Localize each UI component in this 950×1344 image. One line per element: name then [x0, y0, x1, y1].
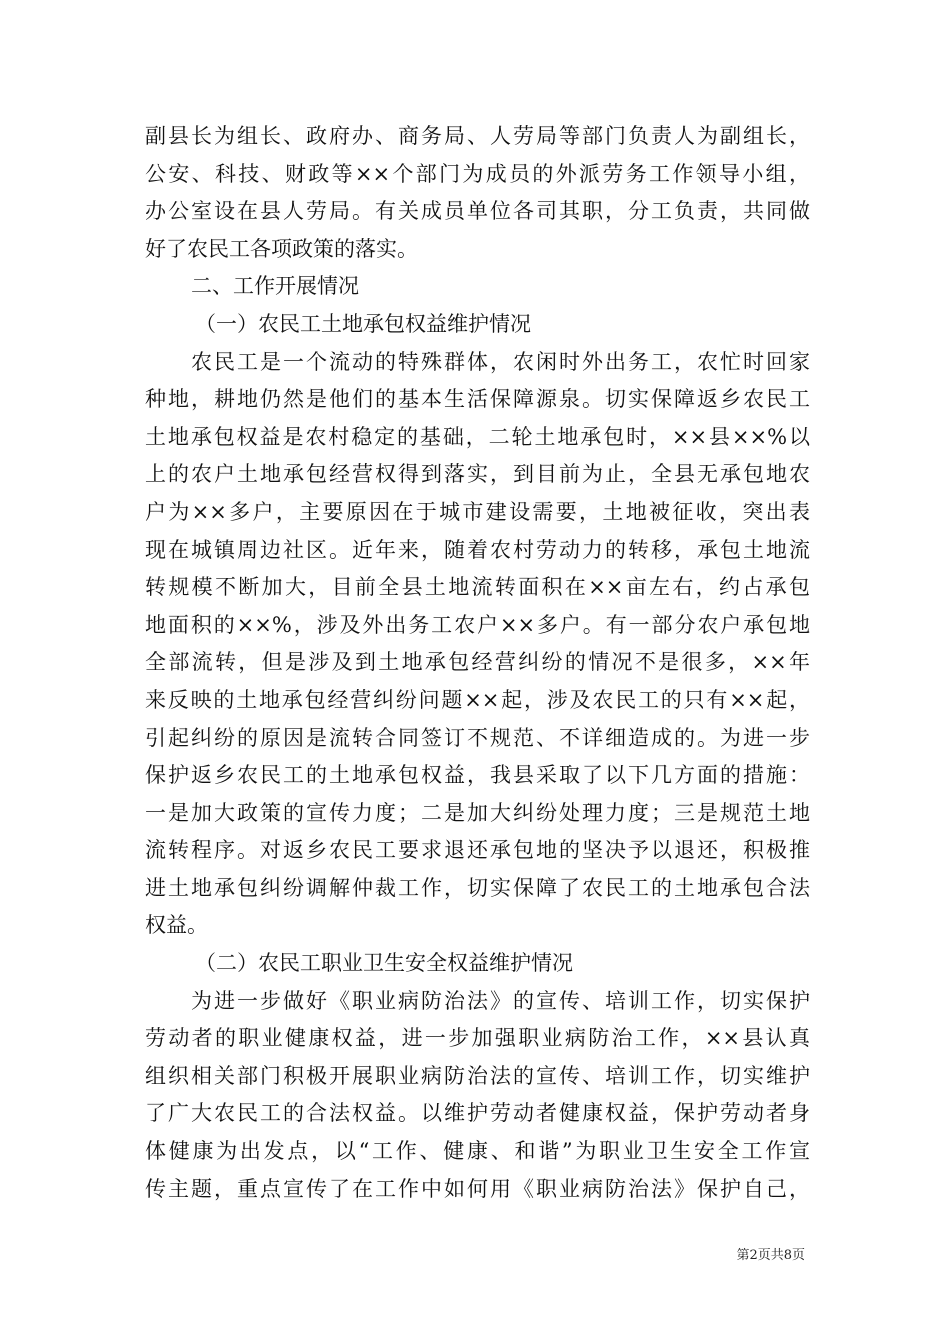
text-line: 劳动者的职业健康权益，进一步加强职业病防治工作，××县认真 — [145, 1026, 810, 1051]
page-number: 第2页共8页 — [736, 1248, 805, 1263]
text-line: 土地承包权益是农村稳定的基础，二轮土地承包时，××县××%以 — [145, 424, 810, 449]
text-line: 体健康为出发点，以“工作、健康、和谐”为职业卫生安全工作宣 — [145, 1139, 810, 1164]
text-line: 地面积的××%，涉及外出务工农户××多户。有一部分农户承包地 — [145, 612, 810, 637]
text-line: 保护返乡农民工的土地承包权益，我县采取了以下几方面的措施： — [145, 763, 810, 788]
text-line: 进土地承包纠纷调解仲裁工作，切实保障了农民工的土地承包合法 — [145, 875, 810, 900]
text-line: 公安、科技、财政等××个部门为成员的外派劳务工作领导小组， — [145, 161, 810, 186]
text-line: 传主题，重点宣传了在工作中如何用《职业病防治法》保护自己， — [145, 1176, 810, 1201]
text-line: 一是加大政策的宣传力度；二是加大纠纷处理力度；三是规范土地 — [145, 800, 810, 825]
subsection-heading: （一）农民工土地承包权益维护情况 — [195, 311, 531, 336]
text-line: 副县长为组长、政府办、商务局、人劳局等部门负责人为副组长， — [145, 124, 810, 148]
text-line: 引起纠纷的原因是流转合同签订不规范、不详细造成的。为进一步 — [145, 725, 810, 750]
text-line: 了广大农民工的合法权益。以维护劳动者健康权益，保护劳动者身 — [145, 1101, 810, 1126]
text-line: 转规模不断加大，目前全县土地流转面积在××亩左右，约占承包 — [145, 575, 810, 600]
text-line: 全部流转，但是涉及到土地承包经营纠纷的情况不是很多，××年 — [145, 650, 810, 675]
text-line: 户为××多户，主要原因在于城市建设需要，土地被征收，突出表 — [145, 499, 810, 524]
document-body — [145, 118, 810, 1208]
text-line: 来反映的土地承包经营纠纷问题××起，涉及农民工的只有××起， — [145, 687, 810, 712]
text-line: 好了农民工各项政策的落实。 — [145, 236, 418, 261]
text-line: 上的农户土地承包经营权得到落实，到目前为止，全县无承包地农 — [145, 462, 810, 487]
text-line: 流转程序。对返乡农民工要求退还承包地的坚决予以退还，积极推 — [145, 838, 810, 863]
text-line: 组织相关部门积极开展职业病防治法的宣传、培训工作，切实维护 — [145, 1063, 810, 1088]
subsection-heading: （二）农民工职业卫生安全权益维护情况 — [195, 951, 573, 976]
section-heading: 二、工作开展情况 — [191, 274, 359, 299]
paragraph-first-line: 农民工是一个流动的特殊群体，农闲时外出务工，农忙时回家 — [191, 349, 810, 374]
text-line: 种地，耕地仍然是他们的基本生活保障源泉。切实保障返乡农民工 — [145, 387, 810, 412]
text-line: 现在城镇周边社区。近年来，随着农村劳动力的转移，承包土地流 — [145, 537, 810, 562]
text-line: 权益。 — [145, 913, 208, 938]
paragraph-first-line: 为进一步做好《职业病防治法》的宣传、培训工作，切实保护 — [191, 988, 810, 1013]
text-line: 办公室设在县人劳局。有关成员单位各司其职，分工负责，共同做 — [145, 199, 810, 224]
